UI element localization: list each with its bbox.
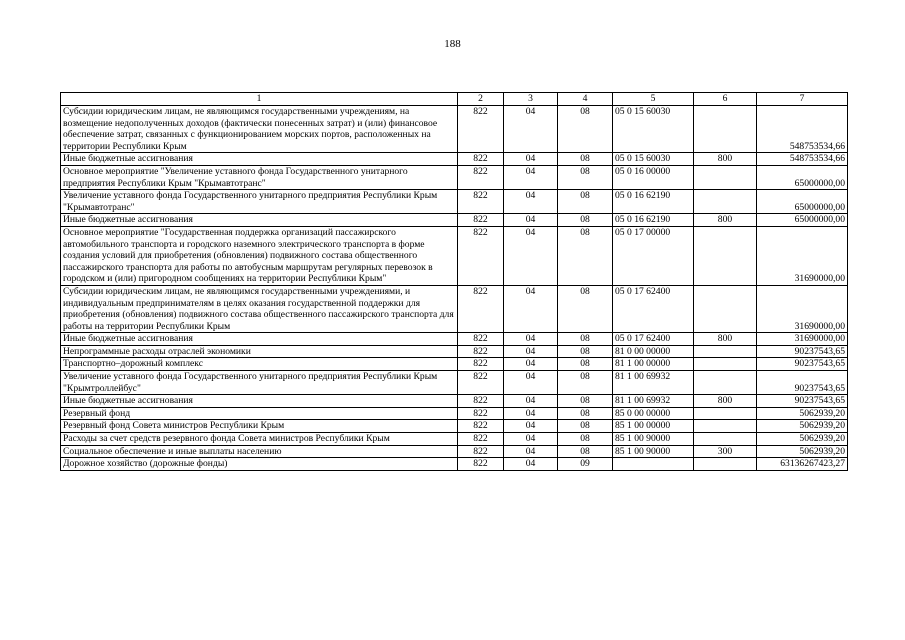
row-section-cell: 04 (504, 433, 558, 446)
column-header: 4 (558, 93, 613, 106)
row-amount-cell: 5062939,20 (757, 445, 848, 458)
table-row (61, 420, 848, 433)
row-subsection-cell: 08 (558, 420, 613, 433)
row-target-article-cell: 81 1 00 00000 (613, 358, 694, 371)
row-admin-code-cell: 822 (458, 226, 504, 285)
row-name-cell: Увеличение уставного фонда Государственного унитарного предприятия Республики Крым "Крымтроллейбус" (61, 371, 458, 395)
row-admin-code-cell: 822 (458, 333, 504, 346)
row-expense-type-cell (694, 407, 757, 420)
row-subsection-cell: 08 (558, 445, 613, 458)
row-subsection-cell: 08 (558, 106, 613, 153)
row-name-cell: Социальное обеспечение и иные выплаты населению (61, 445, 458, 458)
row-name-cell: Непрограммные расходы отраслей экономики (61, 345, 458, 358)
row-target-article-cell: 81 1 00 69932 (613, 395, 694, 408)
row-target-article-cell: 81 0 00 00000 (613, 345, 694, 358)
row-amount-cell: 548753534,66 (757, 153, 848, 166)
row-name-cell: Увеличение уставного фонда Государственного унитарного предприятия Республики Крым "Крымавтотранс" (61, 190, 458, 214)
table-row (61, 358, 848, 371)
row-target-article-cell (613, 458, 694, 471)
row-subsection-cell: 09 (558, 458, 613, 471)
row-section-cell: 04 (504, 445, 558, 458)
row-subsection-cell: 08 (558, 395, 613, 408)
row-name-cell: Резервный фонд (61, 407, 458, 420)
row-expense-type-cell (694, 226, 757, 285)
row-subsection-cell: 08 (558, 345, 613, 358)
table-row (61, 371, 848, 395)
row-name-cell: Иные бюджетные ассигнования (61, 395, 458, 408)
row-amount-cell: 65000000,00 (757, 165, 848, 189)
row-expense-type-cell (694, 358, 757, 371)
table-row (61, 458, 848, 471)
row-subsection-cell: 08 (558, 433, 613, 446)
row-amount-cell: 5062939,20 (757, 407, 848, 420)
table-row (61, 395, 848, 408)
row-target-article-cell: 05 0 17 62400 (613, 285, 694, 332)
row-subsection-cell: 08 (558, 371, 613, 395)
row-subsection-cell: 08 (558, 407, 613, 420)
table-row (61, 214, 848, 227)
column-header: 3 (504, 93, 558, 106)
row-name-cell: Основное мероприятие "Государственная поддержка организаций пассажирского автомобильного транспорта и городского наземного электрического транспорта в форме создания условий для приобретения (обновления) подвижного состава общественного пассажирского транспорта для работы по автобусным маршрутам регулярных перевозок в городском и (или) пригородном сообщениях на территории Республики Крым" (61, 226, 458, 285)
row-amount-cell: 31690000,00 (757, 226, 848, 285)
column-header: 7 (757, 93, 848, 106)
row-subsection-cell: 08 (558, 165, 613, 189)
row-section-cell: 04 (504, 214, 558, 227)
column-header: 1 (61, 93, 458, 106)
table-row (61, 345, 848, 358)
row-amount-cell: 90237543,65 (757, 358, 848, 371)
row-expense-type-cell (694, 420, 757, 433)
row-name-cell: Субсидии юридическим лицам, не являющимся государственными учреждениям, на возмещение недополученных доходов (фактически понесенных затрат) и (или) финансовое обеспечение затрат, связанных с функционированием морских портов, расположенных на территории Республики Крым (61, 106, 458, 153)
row-name-cell: Иные бюджетные ассигнования (61, 333, 458, 346)
row-section-cell: 04 (504, 458, 558, 471)
table-row (61, 407, 848, 420)
row-expense-type-cell (694, 106, 757, 153)
row-expense-type-cell: 800 (694, 395, 757, 408)
column-header: 2 (458, 93, 504, 106)
row-expense-type-cell: 300 (694, 445, 757, 458)
row-name-cell: Транспортно–дорожный комплекс (61, 358, 458, 371)
row-admin-code-cell: 822 (458, 190, 504, 214)
row-target-article-cell: 85 0 00 00000 (613, 407, 694, 420)
row-admin-code-cell: 822 (458, 106, 504, 153)
row-admin-code-cell: 822 (458, 214, 504, 227)
row-amount-cell: 65000000,00 (757, 214, 848, 227)
row-subsection-cell: 08 (558, 226, 613, 285)
table-row (61, 165, 848, 189)
row-expense-type-cell: 800 (694, 333, 757, 346)
row-section-cell: 04 (504, 165, 558, 189)
row-target-article-cell: 85 1 00 90000 (613, 445, 694, 458)
row-section-cell: 04 (504, 345, 558, 358)
row-amount-cell: 548753534,66 (757, 106, 848, 153)
row-amount-cell: 65000000,00 (757, 190, 848, 214)
row-target-article-cell: 05 0 15 60030 (613, 106, 694, 153)
row-amount-cell: 90237543,65 (757, 395, 848, 408)
table-row (61, 226, 848, 285)
row-expense-type-cell (694, 433, 757, 446)
row-admin-code-cell: 822 (458, 445, 504, 458)
row-amount-cell: 90237543,65 (757, 345, 848, 358)
row-amount-cell: 90237543,65 (757, 371, 848, 395)
row-admin-code-cell: 822 (458, 165, 504, 189)
row-target-article-cell: 05 0 16 62190 (613, 190, 694, 214)
column-header: 5 (613, 93, 694, 106)
row-admin-code-cell: 822 (458, 371, 504, 395)
table-row (61, 285, 848, 332)
row-admin-code-cell: 822 (458, 153, 504, 166)
row-amount-cell: 31690000,00 (757, 285, 848, 332)
row-admin-code-cell: 822 (458, 458, 504, 471)
row-subsection-cell: 08 (558, 153, 613, 166)
row-target-article-cell: 81 1 00 69932 (613, 371, 694, 395)
row-section-cell: 04 (504, 395, 558, 408)
row-expense-type-cell (694, 190, 757, 214)
row-name-cell: Дорожное хозяйство (дорожные фонды) (61, 458, 458, 471)
row-target-article-cell: 05 0 16 62190 (613, 214, 694, 227)
row-admin-code-cell: 822 (458, 420, 504, 433)
row-section-cell: 04 (504, 407, 558, 420)
row-target-article-cell: 85 1 00 90000 (613, 433, 694, 446)
row-expense-type-cell (694, 345, 757, 358)
row-admin-code-cell: 822 (458, 285, 504, 332)
row-subsection-cell: 08 (558, 285, 613, 332)
row-amount-cell: 5062939,20 (757, 420, 848, 433)
row-target-article-cell: 05 0 17 62400 (613, 333, 694, 346)
page-number: 188 (444, 38, 461, 50)
row-name-cell: Иные бюджетные ассигнования (61, 214, 458, 227)
row-target-article-cell: 05 0 15 60030 (613, 153, 694, 166)
row-section-cell: 04 (504, 333, 558, 346)
budget-table (60, 92, 848, 471)
row-expense-type-cell: 800 (694, 214, 757, 227)
row-name-cell: Резервный фонд Совета министров Республики Крым (61, 420, 458, 433)
row-section-cell: 04 (504, 420, 558, 433)
row-admin-code-cell: 822 (458, 407, 504, 420)
row-admin-code-cell: 822 (458, 395, 504, 408)
row-expense-type-cell: 800 (694, 153, 757, 166)
row-admin-code-cell: 822 (458, 358, 504, 371)
table-row (61, 445, 848, 458)
row-expense-type-cell (694, 371, 757, 395)
table-row (61, 433, 848, 446)
row-target-article-cell: 05 0 17 00000 (613, 226, 694, 285)
row-admin-code-cell: 822 (458, 433, 504, 446)
row-expense-type-cell (694, 458, 757, 471)
table-row (61, 190, 848, 214)
row-amount-cell: 63136267423,27 (757, 458, 848, 471)
row-subsection-cell: 08 (558, 190, 613, 214)
row-amount-cell: 31690000,00 (757, 333, 848, 346)
row-name-cell: Субсидии юридическим лицам, не являющимся государственными учреждениями, и индивидуальным предпринимателям в целях оказания государственной поддержки для приобретения (обновления) подвижного состава общественного пассажирского транспорта для работы на территории Республики Крым (61, 285, 458, 332)
row-expense-type-cell (694, 285, 757, 332)
table-row (61, 333, 848, 346)
row-target-article-cell: 85 1 00 00000 (613, 420, 694, 433)
row-admin-code-cell: 822 (458, 345, 504, 358)
row-section-cell: 04 (504, 153, 558, 166)
row-amount-cell: 5062939,20 (757, 433, 848, 446)
column-header: 6 (694, 93, 757, 106)
table-header-row (61, 93, 848, 106)
row-name-cell: Иные бюджетные ассигнования (61, 153, 458, 166)
row-section-cell: 04 (504, 190, 558, 214)
table-row (61, 106, 848, 153)
row-expense-type-cell (694, 165, 757, 189)
row-name-cell: Расходы за счет средств резервного фонда Совета министров Республики Крым (61, 433, 458, 446)
row-subsection-cell: 08 (558, 358, 613, 371)
row-subsection-cell: 08 (558, 333, 613, 346)
table-row (61, 153, 848, 166)
row-target-article-cell: 05 0 16 00000 (613, 165, 694, 189)
row-name-cell: Основное мероприятие "Увеличение уставного фонда Государственного унитарного предприятия Республики Крым "Крымавтотранс" (61, 165, 458, 189)
row-section-cell: 04 (504, 106, 558, 153)
row-subsection-cell: 08 (558, 214, 613, 227)
row-section-cell: 04 (504, 226, 558, 285)
row-section-cell: 04 (504, 358, 558, 371)
row-section-cell: 04 (504, 285, 558, 332)
row-section-cell: 04 (504, 371, 558, 395)
